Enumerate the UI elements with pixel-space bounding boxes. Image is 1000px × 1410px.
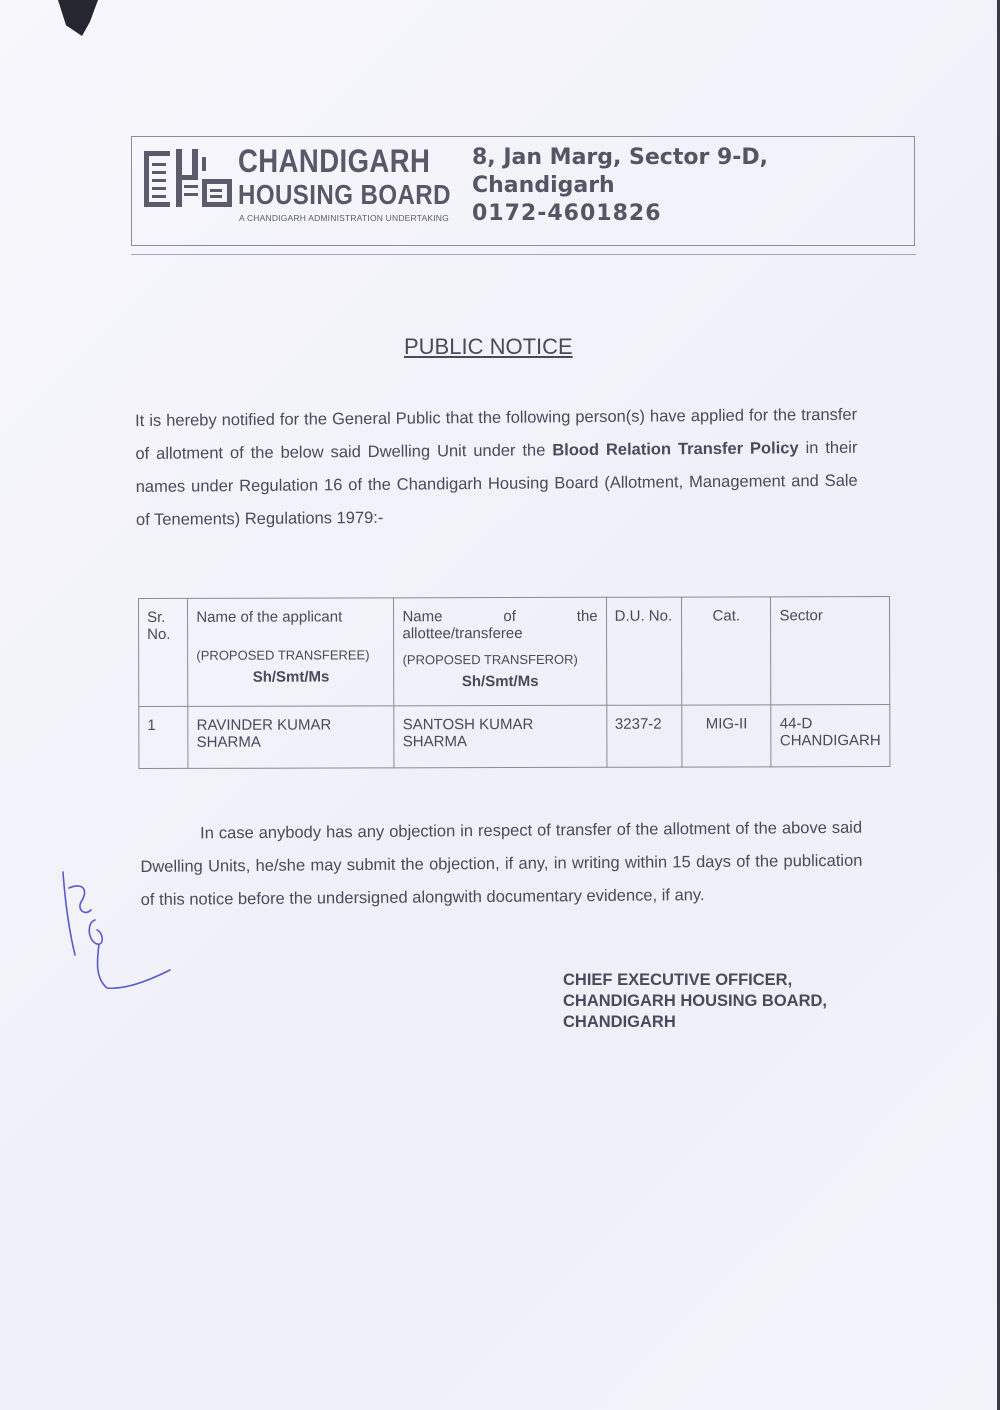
signatory-line1: CHIEF EXECUTIVE OFFICER, [563, 971, 793, 989]
header-allottee-sub: (PROPOSED TRANSFEROR) [402, 651, 578, 668]
signatory-block [563, 970, 827, 1033]
header-allottee [394, 597, 606, 706]
transfer-table [138, 596, 890, 769]
row-sr: 1 [139, 706, 188, 768]
org-subtitle: A CHANDIGARH ADMINISTRATION UNDERTAKING [239, 213, 449, 223]
header-cat: Cat. [681, 597, 771, 705]
header-applicant [188, 598, 394, 707]
row-sector: 44-D CHANDIGARH [771, 705, 890, 767]
header-applicant-title: Sh/Smt/Ms [252, 668, 330, 686]
header-applicant-label: Name of the applicant [196, 608, 343, 626]
handwritten-signature [55, 860, 175, 1000]
row-allottee: SANTOSH KUMAR SHARMA [394, 705, 606, 768]
header-allottee-line2: allottee/transferee [402, 624, 523, 643]
scan-artifact [58, 0, 98, 36]
table-header-row [139, 597, 890, 707]
row-du: 3237-2 [606, 705, 682, 767]
header-sr: Sr. No. [139, 598, 189, 706]
letterhead [131, 136, 915, 246]
para1-text-a: It is hereby notified for the General Public that the following person(s) have applied for the transfer of allotment of the below said Dwelling Unit under the [135, 405, 858, 463]
address-line2: Chandigarh [472, 173, 615, 198]
para1-text-b: in their names under Regulation 16 of the Chandigarh Housing Board (Allotment, Management and Sale of Tenements) Regulations 1979:- [135, 438, 858, 529]
para1-bold-policy: Blood Relation Transfer Policy [552, 439, 799, 460]
letterhead-divider [131, 254, 916, 255]
header-allottee-line1: Name of the [402, 607, 598, 626]
org-name-line1: CHANDIGARH [238, 143, 431, 179]
phone-number: 0172-4601826 [472, 201, 662, 226]
row-applicant: RAVINDER KUMAR SHARMA [188, 706, 394, 769]
chb-logo-icon [144, 149, 234, 211]
notice-paragraph-1 [135, 399, 858, 537]
table-row [139, 705, 890, 769]
notice-paragraph-2: In case anybody has any objection in respect of transfer of the allotment of the above said Dwelling Units, he/she may submit the objection, if any, in writing within 15 days of the publication of this notice before the undersigned alongwith documentary evidence, if any. [140, 818, 863, 909]
header-sector: Sector [771, 597, 890, 705]
row-cat: MIG-II [682, 705, 772, 767]
header-applicant-sub: (PROPOSED TRANSFEREE) [196, 647, 370, 663]
org-name-line2: HOUSING BOARD [238, 179, 451, 210]
header-allottee-title: Sh/Smt/Ms [461, 672, 539, 691]
notice-title: PUBLIC NOTICE [404, 334, 573, 359]
signatory-line2: CHANDIGARH HOUSING BOARD, [563, 992, 827, 1010]
header-du: D.U. No. [606, 597, 682, 705]
signatory-line3: CHANDIGARH [563, 1013, 676, 1031]
address-line1: 8, Jan Marg, Sector 9-D, [472, 145, 769, 170]
